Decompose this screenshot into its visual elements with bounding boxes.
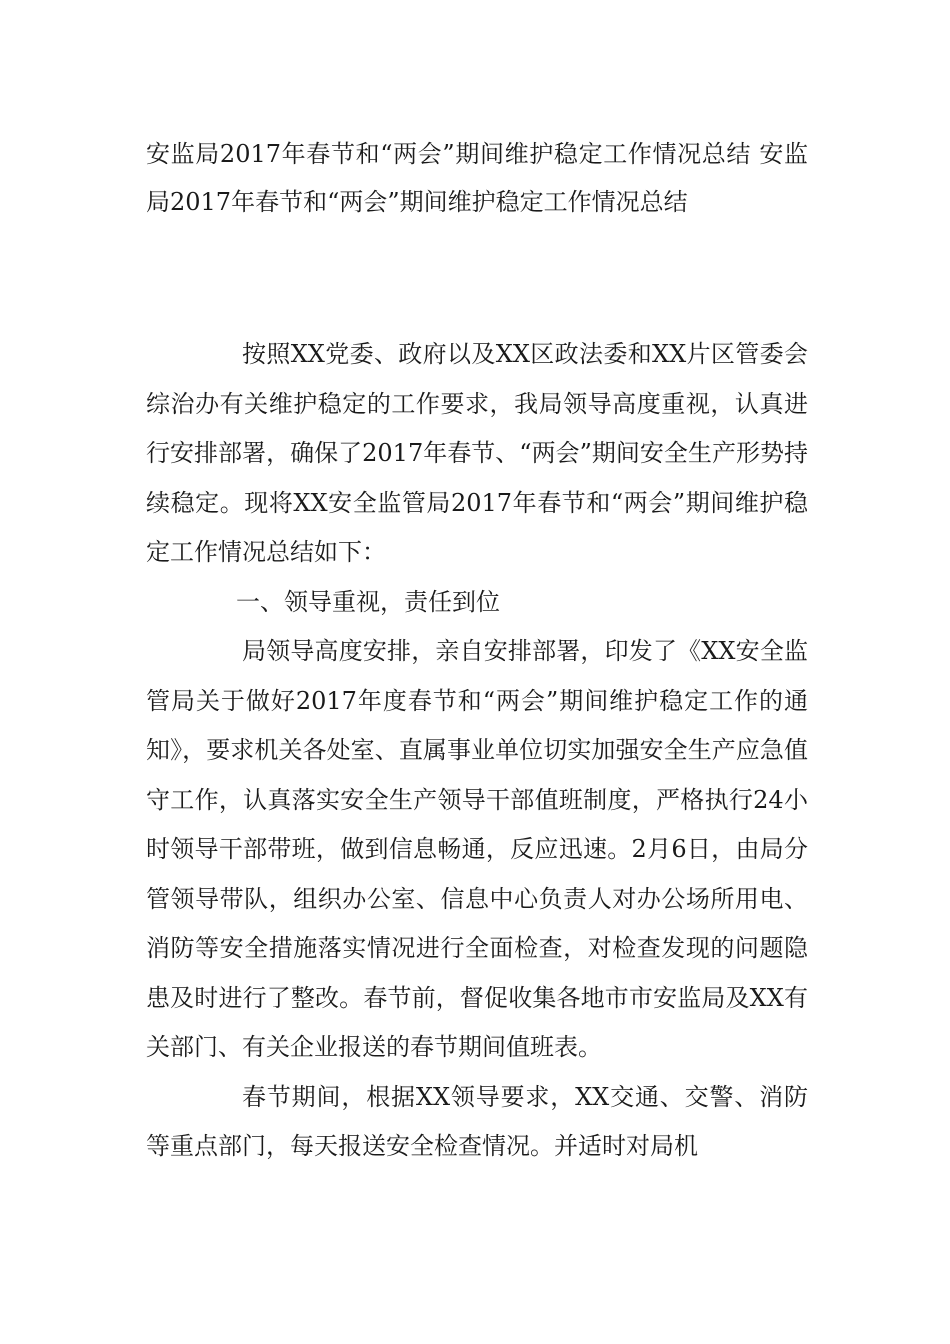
paragraph-spring-festival: 春节期间，根据XX领导要求，XX交通、交警、消防等重点部门，每天报送安全检查情况。并适时对局机 <box>146 1082 808 1160</box>
document-body <box>146 330 808 1172</box>
section-heading: 一、领导重视，责任到位 <box>236 587 500 616</box>
paragraph-intro: 按照XX党委、政府以及XX区政法委和XX片区管委会综治办有关维护稳定的工作要求，我局领导高度重视，认真进行安排部署，确保了2017年春节、“两会”期间安全生产形势持续稳定。现将XX安全监管局2017年春节和“两会”期间维护稳定工作情况总结如下： <box>146 340 808 566</box>
document-title: 安监局2017年春节和“两会”期间维护稳定工作情况总结 安监局2017年春节和“两会”期间维护稳定工作情况总结 <box>146 140 808 216</box>
paragraph-leadership: 局领导高度安排，亲自安排部署，印发了《XX安全监管局关于做好2017年度春节和“两会”期间维护稳定工作的通知》，要求机关各处室、直属事业单位切实加强安全生产应急值守工作，认真落实安全生产领导干部值班制度，严格执行24小时领导干部带班，做到信息畅通，反应迅速。2月6日，由局分管领导带队，组织办公室、信息中心负责人对办公场所用电、消防等安全措施落实情况进行全面检查，对检查发现的问题隐患及时进行了整改。春节前，督促收集各地市市安监局及XX有关部门、有关企业报送的春节期间值班表。 <box>146 637 808 1061</box>
